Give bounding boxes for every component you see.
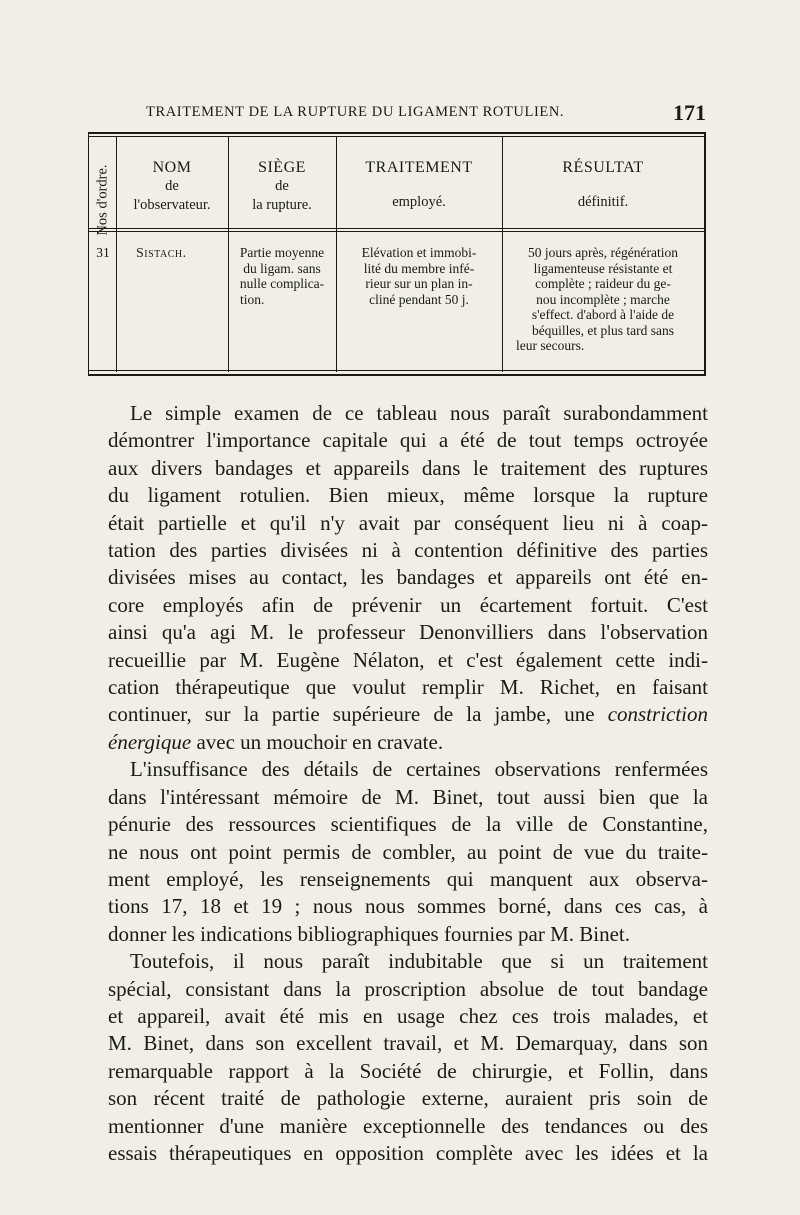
row-name-cell [136,245,226,262]
table-top-rule-inner [88,136,706,137]
table-bottom-rule [88,374,706,376]
table-right-border [704,132,706,376]
resultat-line: leur secours. [516,338,585,353]
text-line: aux divers bandages et appareils dans le traitement des ruptures [108,455,708,480]
text-line: L'insuffisance des détails de certaines observations renfermées [130,757,708,782]
siege-line: nulle complica- [239,276,325,291]
text-line: Toutefois, il nous paraît indubitable que si un traitement [130,949,708,974]
row-number: 31 [96,245,110,260]
resultat-line: s'effect. d'abord à l'aide de [531,307,675,322]
col-divider-traitement [502,136,503,372]
header-nom [118,158,226,215]
traitement-line: cliné pendant 50 j. [369,291,469,307]
text-line: tation des parties divisées ni à contention définitive des parties [108,538,708,563]
table-left-border [88,132,89,376]
col-divider-siege [336,136,337,372]
text-line: dans l'intéressant mémoire de M. Binet, tout aussi bien que la [108,784,708,809]
resultat-line: ligamenteuse résistante et [533,260,673,276]
text-line: son récent traité de pathologie externe, auraient pris soin de [108,1086,708,1111]
row-siege [230,245,334,307]
page-number: 171 [673,100,706,125]
header-traitement-line1: TRAITEMENT [365,159,473,176]
row-resultat [504,245,702,354]
siege-line: Partie moyenne [239,245,325,260]
text-line: remarquable rapport à la Société de chirurgie, et Follin, dans [108,1058,708,1083]
text-line: et appareil, avait été mis en usage chez ces trois malades, et [108,1003,708,1028]
text-line: M. Binet, dans son excellent travail, et M. Demarquay, dans son [108,1031,708,1056]
header-resultat [504,158,702,212]
traitement-line: Elévation et immobi- [361,245,477,260]
text-line: spécial, consistant dans la proscription absolue de tout bandage [108,976,708,1001]
body-text [108,400,708,1167]
text-line: du ligament rotulien. Bien mieux, même lorsque la rupture [108,483,708,508]
text-line: ainsi qu'a agi M. le professeur Denonvilliers dans l'observation [108,620,708,645]
header-ordre [92,152,114,247]
text-line: tions 17, 18 et 19 ; nous nous sommes borné, dans ces cas, à [108,894,708,919]
header-siege-line2: de [275,178,289,194]
text-line: ne nous ont point permis de combler, au point de vue du traite- [108,839,708,864]
text-run: continuer, sur la partie supérieure de la jambe, une [108,702,595,727]
text-line: core employés afin de prévenir un écartement fortuit. C'est [108,592,708,617]
header-resultat-line1: RÉSULTAT [562,159,644,176]
header-separator-rule-inner [88,231,706,232]
text-line [108,729,708,756]
header-resultat-line2: définitif. [577,194,629,210]
header-traitement-line2: employé. [392,194,446,210]
table-top-rule [88,132,706,134]
text-line: cation thérapeutique que voulut remplir M. Richet, en faisant [108,675,708,700]
header-siege-line1: SIÈGE [258,159,306,176]
resultat-line: 50 jours après, régénération [528,245,678,260]
running-title: TRAITEMENT DE LA RUPTURE DU LIGAMENT ROTULIEN. [146,104,565,120]
text-run: avec un mouchoir en cravate. [191,729,444,754]
text-line: était partielle et qu'il n'y avait par conséquent lieu ni à coap- [108,510,708,535]
col-divider-nom [228,136,229,372]
text-line: ment employé, les renseignements qui manquent aux observa- [108,866,708,891]
header-nom-line2: de [165,178,179,194]
col-divider-ordre [116,136,117,372]
siege-line: du ligam. sans [243,260,321,276]
text-line: démontrer l'importance capitale qui a été de tout temps octroyée [108,428,708,453]
header-traitement [338,158,500,212]
siege-line: tion. [240,291,265,307]
resultat-line: complète ; raideur du ge- [535,276,671,291]
header-nom-line1: NOM [152,159,192,176]
traitement-line: lité du membre infé- [363,260,475,276]
running-head [108,100,708,128]
header-ordre-label: Nos d'ordre. [94,163,111,236]
emphasis-text: constriction [607,702,709,727]
header-nom-line3: l'observateur. [133,197,211,213]
observation-table [88,132,706,377]
header-siege [230,158,334,215]
text-line: pénurie des ressources scientifiques de la ville de Constantine, [108,812,708,837]
row-traitement [338,245,500,307]
text-line: mentionner d'une manière exceptionnelle des tendances ou des [108,1113,708,1138]
header-separator-rule [88,228,706,229]
text-line [108,701,708,728]
emphasis-text: énergique [108,729,192,754]
resultat-line: béquilles, et plus tard sans [531,322,675,338]
table-bottom-rule-inner [88,370,706,371]
row-name: Sistach. [136,246,187,261]
text-line: divisées mises au contact, les bandages et appareils ont été en- [108,565,708,590]
traitement-line: rieur sur un plan in- [365,276,473,291]
text-line: recueillie par M. Eugène Nélaton, et c'est également cette indi- [108,647,708,672]
text-line: essais thérapeutiques en opposition complète avec les idées et la [108,1140,708,1165]
header-siege-line3: la rupture. [252,197,312,213]
text-line: donner les indications bibliographiques fournies par M. Binet. [108,921,630,946]
text-line: Le simple examen de ce tableau nous paraît surabondamment [130,401,708,425]
resultat-line: nou incomplète ; marche [536,291,670,307]
